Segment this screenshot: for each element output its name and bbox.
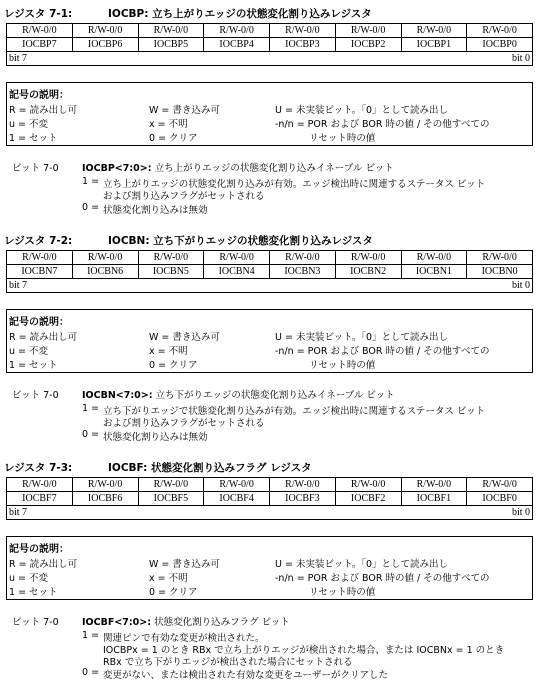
value-one-text: および割り込みフラグがセットされる (103, 418, 265, 429)
bit-name: IOCBF7 (7, 492, 73, 506)
value-zero-text: 変更がない、または検出された有効な変更をユーザーがクリアした (103, 670, 389, 681)
bit-attr: R/W-0/0 (401, 251, 467, 265)
bit-attr: R/W-0/0 (72, 251, 138, 265)
bit-attr: R/W-0/0 (401, 478, 467, 492)
bit-range-row (7, 52, 533, 66)
value-zero-label: 0 = (82, 202, 100, 213)
bit-name: IOCBF3 (270, 492, 336, 506)
bit-name: IOCBP5 (138, 38, 204, 52)
field-heading: IOCBP<7:0>: 立ち上がりエッジの状態変化割り込みイネーブル ビット (82, 163, 394, 174)
bit-name: IOCBN3 (270, 265, 336, 279)
bit-table (6, 250, 533, 293)
bit-left-label: bit 7 (9, 53, 28, 64)
register-title: レジスタ 7-2: IOCBN: 立ち下がりエッジの状態変化割り込みレジスタ (4, 235, 373, 247)
bit-attr: R/W-0/0 (204, 24, 270, 38)
bit-name: IOCBN0 (467, 265, 533, 279)
bit-attr: R/W-0/0 (401, 24, 467, 38)
legend-w: W = 書き込み可 (149, 105, 220, 116)
bit-name: IOCBF6 (72, 492, 138, 506)
bit-name: IOCBP2 (335, 38, 401, 52)
bit-attr: R/W-0/0 (138, 251, 204, 265)
bit-attr: R/W-0/0 (270, 251, 336, 265)
bit-attr: R/W-0/0 (467, 24, 533, 38)
value-zero-text: 状態変化割り込みは無効 (103, 432, 208, 443)
field-heading: IOCBF<7:0>: 状態変化割り込みフラグ ビット (82, 617, 290, 628)
bit-name: IOCBN2 (335, 265, 401, 279)
value-one-text: IOCBPx = 1 のとき RBx で立ち上がりエッジが検出された場合、または IOCBNx = 1 のとき (103, 645, 505, 656)
bit-name: IOCBN1 (401, 265, 467, 279)
legend-title: 記号の説明： (9, 317, 69, 328)
bit-table (6, 477, 533, 520)
legend-r: R = 読み出し可 (9, 559, 78, 570)
legend-box (6, 82, 533, 146)
legend-unknown: x = 不明 (149, 119, 188, 130)
bit-attr: R/W-0/0 (138, 478, 204, 492)
bit-name: IOCBN7 (7, 265, 73, 279)
register-title: レジスタ 7-3: IOCBF: 状態変化割り込みフラグ レジスタ (4, 462, 312, 474)
value-zero-label: 0 = (82, 667, 100, 678)
legend-w: W = 書き込み可 (149, 559, 220, 570)
legend-box (6, 309, 533, 373)
bit-attr: R/W-0/0 (204, 478, 270, 492)
bit-name: IOCBP0 (467, 38, 533, 52)
value-one-label: 1 = (82, 403, 100, 414)
legend-unknown: x = 不明 (149, 346, 188, 357)
value-one-text: および割り込みフラグがセットされる (103, 191, 265, 202)
legend-r: R = 読み出し可 (9, 105, 78, 116)
legend-unchanged: u = 不変 (9, 573, 49, 584)
legend-clear: 0 = クリア (149, 360, 198, 371)
bit-name: IOCBP7 (7, 38, 73, 52)
bit-name: IOCBN4 (204, 265, 270, 279)
bit-name: IOCBP6 (72, 38, 138, 52)
field-heading: IOCBN<7:0>: 立ち下がりエッジの状態変化割り込みイネーブル ビット (82, 390, 395, 401)
legend-reset-value: -n/n = POR および BOR 時の値 / その他すべての (275, 573, 490, 584)
bit-field-range: ビット 7-0 (12, 163, 59, 174)
legend-unimplemented: U = 未実装ビット。「0」として読み出し (275, 332, 449, 343)
value-zero-label: 0 = (82, 429, 100, 440)
legend-reset-value: -n/n = POR および BOR 時の値 / その他すべての (275, 119, 490, 130)
bit-attr: R/W-0/0 (335, 478, 401, 492)
bit-field-range: ビット 7-0 (12, 390, 59, 401)
bit-attr: R/W-0/0 (72, 24, 138, 38)
bit-attr: R/W-0/0 (72, 478, 138, 492)
bit-right-label: bit 0 (511, 507, 530, 518)
value-one-text: 立ち下がりエッジで状態変化割り込みが有効。エッジ検出時に関連するステータス ビット (103, 406, 486, 417)
legend-unknown: x = 不明 (149, 573, 188, 584)
bit-name: IOCBF5 (138, 492, 204, 506)
legend-r: R = 読み出し可 (9, 332, 78, 343)
bit-name: IOCBF0 (467, 492, 533, 506)
value-zero-text: 状態変化割り込みは無効 (103, 205, 208, 216)
legend-unchanged: u = 不変 (9, 119, 49, 130)
legend-title: 記号の説明： (9, 90, 69, 101)
legend-reset-value: -n/n = POR および BOR 時の値 / その他すべての (275, 346, 490, 357)
register-title: レジスタ 7-1: IOCBP: 立ち上がりエッジの状態変化割り込みレジスタ (4, 8, 372, 20)
bit-name: IOCBF1 (401, 492, 467, 506)
legend-reset-value-cont: リセット時の値 (309, 133, 376, 144)
legend-set: 1 = セット (9, 587, 58, 598)
bit-name: IOCBF2 (335, 492, 401, 506)
bit-attr: R/W-0/0 (270, 24, 336, 38)
bit-attr: R/W-0/0 (335, 251, 401, 265)
bit-attr: R/W-0/0 (7, 24, 73, 38)
bit-right-label: bit 0 (511, 280, 530, 291)
legend-unchanged: u = 不変 (9, 346, 49, 357)
bit-range-row (7, 506, 533, 520)
bit-left-label: bit 7 (9, 280, 28, 291)
bit-attr: R/W-0/0 (270, 478, 336, 492)
value-one-text: 立ち上がりエッジの状態変化割り込みが有効。エッジ検出時に関連するステータス ビット (103, 179, 486, 190)
bit-field-range: ビット 7-0 (12, 617, 59, 628)
bit-range-row (7, 279, 533, 293)
legend-unimplemented: U = 未実装ビット。「0」として読み出し (275, 559, 449, 570)
bit-name: IOCBF4 (204, 492, 270, 506)
legend-title: 記号の説明： (9, 544, 69, 555)
value-one-text: RBx で立ち下がりエッジが検出された場合にセットされる (103, 657, 353, 668)
legend-set: 1 = セット (9, 133, 58, 144)
legend-w: W = 書き込み可 (149, 332, 220, 343)
bit-attr: R/W-0/0 (467, 251, 533, 265)
legend-clear: 0 = クリア (149, 133, 198, 144)
bit-name: IOCBP3 (270, 38, 336, 52)
bit-attr: R/W-0/0 (7, 478, 73, 492)
value-one-label: 1 = (82, 176, 100, 187)
legend-set: 1 = セット (9, 360, 58, 371)
bit-name: IOCBN6 (72, 265, 138, 279)
legend-reset-value-cont: リセット時の値 (309, 587, 376, 598)
bit-attr: R/W-0/0 (335, 24, 401, 38)
bit-left-label: bit 7 (9, 507, 28, 518)
bit-name: IOCBP4 (204, 38, 270, 52)
legend-reset-value-cont: リセット時の値 (309, 360, 376, 371)
bit-attr: R/W-0/0 (467, 478, 533, 492)
bit-name: IOCBN5 (138, 265, 204, 279)
value-one-text: 関連ピンで有効な変更が検出された。 (103, 633, 265, 644)
bit-attr: R/W-0/0 (204, 251, 270, 265)
bit-name: IOCBP1 (401, 38, 467, 52)
bit-attr: R/W-0/0 (138, 24, 204, 38)
bit-table (6, 23, 533, 66)
legend-unimplemented: U = 未実装ビット。「0」として読み出し (275, 105, 449, 116)
legend-clear: 0 = クリア (149, 587, 198, 598)
legend-box (6, 536, 533, 600)
bit-attr: R/W-0/0 (7, 251, 73, 265)
bit-right-label: bit 0 (511, 53, 530, 64)
value-one-label: 1 = (82, 630, 100, 641)
